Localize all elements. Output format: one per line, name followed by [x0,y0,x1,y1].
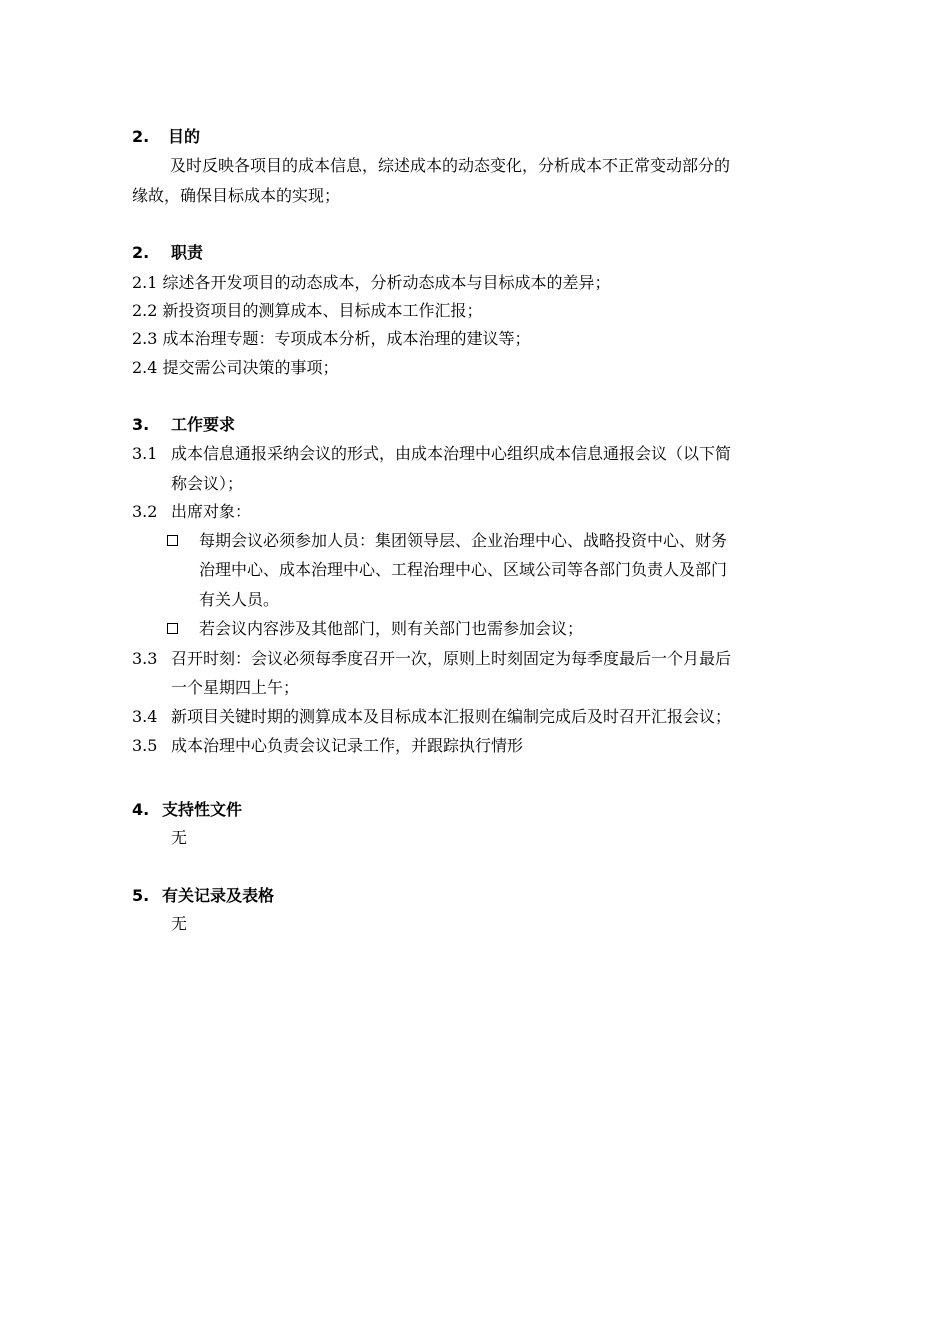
section-title: 支持性文件 [162,800,243,819]
list-item: 3.1 成本信息通报采纳会议的形式，由成本治理中心组织成本信息通报会议（以下简 [132,444,732,463]
paragraph-line: 及时反映各项目的成本信息，综述成本的动态变化，分析成本不正常变动部分的 [170,156,731,175]
list-item: 2.1 综述各开发项目的动态成本，分析动态成本与目标成本的差异； [132,273,611,292]
checkbox-square-icon [167,623,178,634]
section-number: 2. [132,243,150,262]
section-number: 4. [132,800,150,819]
list-item: 3.5 成本治理中心负责会议记录工作，并跟踪执行情形 [132,736,524,755]
section-heading-records-and-forms [0,883,950,909]
paragraph-line: 缘故，确保目标成本的实现； [132,186,341,205]
paragraph-line: 无 [171,828,188,847]
list-item: 3.3 召开时刻：会议必须每季度召开一次，原则上时刻固定为每季度最后一个月最后 [132,649,732,668]
section-number: 3. [132,415,150,434]
list-item: 3.2 出席对象： [132,502,252,521]
bullet-item-continuation: 有关人员。 [199,590,280,609]
bullet-item: 每期会议必须参加人员：集团领导层、企业治理中心、战略投资中心、财务 [0,528,950,554]
section-number: 5. [132,886,150,905]
list-item-continuation: 称会议）； [171,474,244,493]
section-number: 2. [132,127,150,146]
section-heading-responsibilities [0,240,950,266]
section-heading-requirements [0,412,950,438]
checkbox-square-icon [167,535,178,546]
section-heading-supporting-documents [0,797,950,823]
list-item: 2.3 成本治理专题：专项成本分析，成本治理的建议等； [132,329,531,348]
list-item-continuation: 一个星期四上午； [171,678,300,697]
paragraph-line: 无 [171,914,188,933]
section-title: 目的 [168,127,201,146]
section-title: 工作要求 [171,415,236,434]
list-item: 2.4 提交需公司决策的事项； [132,358,339,377]
list-item: 2.2 新投资项目的测算成本、目标成本工作汇报； [132,301,483,320]
section-heading-purpose [0,124,950,150]
bullet-item: 若会议内容涉及其他部门，则有关部门也需参加会议； [0,616,950,642]
bullet-item-continuation: 治理中心、成本治理中心、工程治理中心、区域公司等各部门负责人及部门 [199,560,728,579]
list-item: 3.4 新项目关键时期的测算成本及目标成本汇报则在编制完成后及时召开汇报会议； [132,707,732,726]
section-title: 有关记录及表格 [162,886,275,905]
section-title: 职责 [171,243,204,262]
